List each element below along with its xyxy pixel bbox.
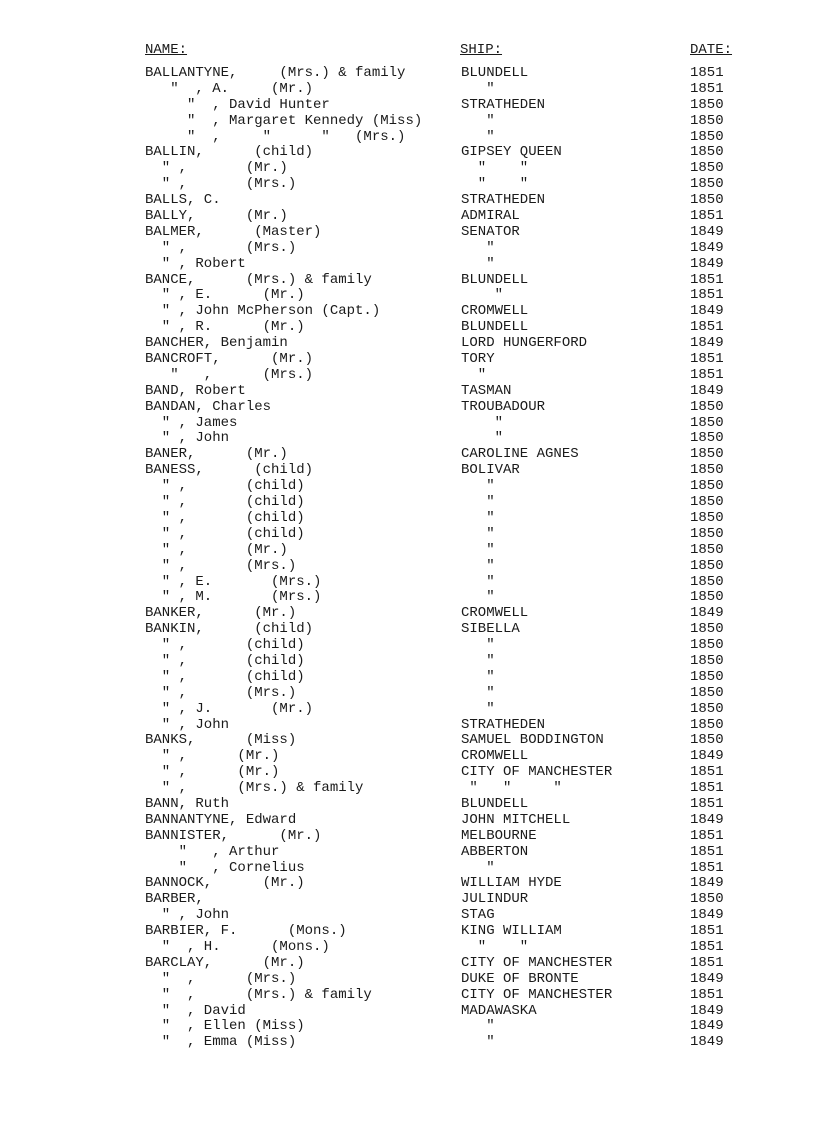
ship-name: " [461, 652, 495, 669]
table-row [0, 654, 816, 670]
table-row [0, 749, 816, 765]
ship-name: BLUNDELL [461, 795, 529, 812]
passenger-name: BALLANTYNE, (Mrs.) & family [145, 65, 406, 81]
ship-name: " [461, 478, 495, 495]
passenger-name: " , David [145, 1002, 246, 1019]
table-row [0, 368, 816, 384]
table-row [0, 718, 816, 734]
ship-name: " [461, 287, 504, 304]
table-row [0, 1019, 816, 1035]
ship-name: " [461, 494, 495, 511]
ship-name: " [461, 430, 504, 447]
passenger-name: " , Arthur [145, 843, 280, 860]
passenger-name: BALMER, (Master) [145, 223, 322, 240]
arrival-date: 1850 [690, 716, 724, 733]
table-row [0, 924, 816, 940]
arrival-date: 1849 [690, 811, 724, 828]
passenger-name: BARBER, [145, 891, 204, 908]
passenger-name: " , (Mrs.) [145, 239, 297, 256]
passenger-name: BANNISTER, (Mr.) [145, 827, 322, 844]
arrival-date: 1850 [690, 414, 724, 431]
table-row [0, 559, 816, 575]
arrival-date: 1849 [690, 875, 724, 892]
table-row [0, 400, 816, 416]
ship-name: JOHN MITCHELL [461, 811, 571, 828]
ship-name: BOLIVAR [461, 462, 520, 479]
passenger-name: " , (Mrs.) [145, 684, 297, 701]
ship-name: BLUNDELL [461, 271, 529, 288]
table-row [0, 431, 816, 447]
table-row [0, 543, 816, 559]
arrival-date: 1849 [690, 748, 724, 765]
passenger-name: " , (Mr.) [145, 748, 280, 765]
passenger-name: " , (Mrs.) & family [145, 780, 364, 797]
arrival-date: 1849 [690, 382, 724, 399]
arrival-date: 1851 [690, 80, 724, 97]
table-row [0, 861, 816, 877]
passenger-name: BANNOCK, (Mr.) [145, 875, 305, 892]
ship-name: " [461, 1018, 495, 1035]
table-row [0, 273, 816, 289]
arrival-date: 1850 [690, 589, 724, 606]
arrival-date: 1851 [690, 351, 724, 368]
arrival-date: 1851 [690, 859, 724, 876]
passenger-name: " , (child) [145, 637, 305, 654]
passenger-name: " , Emma (Miss) [145, 1034, 297, 1051]
arrival-date: 1851 [690, 208, 724, 225]
table-row [0, 797, 816, 813]
arrival-date: 1850 [690, 160, 724, 177]
passenger-name: BANKS, (Miss) [145, 732, 297, 749]
ship-name: GIPSEY QUEEN [461, 144, 562, 161]
arrival-date: 1850 [690, 176, 724, 193]
table-row [0, 733, 816, 749]
ship-name: " [461, 509, 495, 526]
column-header-ship: SHIP: [460, 42, 503, 58]
ship-name: " [461, 637, 495, 654]
arrival-date: 1849 [690, 303, 724, 320]
passenger-name: " , Ellen (Miss) [145, 1018, 305, 1035]
passenger-list [0, 66, 816, 1051]
table-row [0, 336, 816, 352]
passenger-name: BANESS, (child) [145, 462, 314, 479]
arrival-date: 1849 [690, 239, 724, 256]
passenger-name: " , E. (Mrs.) [145, 573, 322, 590]
arrival-date: 1849 [690, 1034, 724, 1051]
arrival-date: 1849 [690, 223, 724, 240]
passenger-name: " , (Mrs.) [145, 557, 297, 574]
arrival-date: 1850 [690, 509, 724, 526]
passenger-name: " , M. (Mrs.) [145, 589, 322, 606]
ship-name: " [461, 541, 495, 558]
passenger-name: " , H. (Mons.) [145, 938, 330, 955]
table-row [0, 241, 816, 257]
ship-name: TASMAN [461, 382, 512, 399]
passenger-name: " , (child) [145, 525, 305, 542]
arrival-date: 1850 [690, 96, 724, 113]
arrival-date: 1849 [690, 255, 724, 272]
table-row [0, 320, 816, 336]
ship-name: CITY OF MANCHESTER [461, 986, 613, 1003]
table-row [0, 781, 816, 797]
arrival-date: 1851 [690, 780, 724, 797]
passenger-name: " , Margaret Kennedy (Miss) [145, 112, 423, 129]
arrival-date: 1850 [690, 732, 724, 749]
passenger-name: " , John [145, 907, 230, 924]
ship-name: BLUNDELL [461, 65, 529, 81]
passenger-name: " , (Mrs.) & family [145, 986, 372, 1003]
ship-name: " [461, 557, 495, 574]
ship-name: " [461, 684, 495, 701]
ship-name: STAG [461, 907, 495, 924]
arrival-date: 1850 [690, 637, 724, 654]
table-row [0, 114, 816, 130]
table-row [0, 130, 816, 146]
ship-name: " [461, 112, 495, 129]
ship-name: KING WILLIAM [461, 923, 562, 940]
ship-name: " [461, 573, 495, 590]
ship-name: TORY [461, 351, 495, 368]
arrival-date: 1850 [690, 621, 724, 638]
ship-name: BLUNDELL [461, 319, 529, 336]
table-row [0, 606, 816, 622]
table-row [0, 940, 816, 956]
table-row [0, 702, 816, 718]
arrival-date: 1851 [690, 923, 724, 940]
passenger-name: BANKIN, (child) [145, 621, 314, 638]
table-row [0, 686, 816, 702]
arrival-date: 1850 [690, 128, 724, 145]
passenger-name: " , (child) [145, 668, 305, 685]
passenger-name: " , James [145, 414, 238, 431]
ship-name: " [461, 589, 495, 606]
ship-name: DUKE OF BRONTE [461, 970, 579, 987]
passenger-name: " , John McPherson (Capt.) [145, 303, 381, 320]
table-row [0, 66, 816, 82]
table-row [0, 177, 816, 193]
table-row [0, 304, 816, 320]
table-row [0, 145, 816, 161]
passenger-name: " , E. (Mr.) [145, 287, 305, 304]
ship-name: " [461, 668, 495, 685]
ship-name: ADMIRAL [461, 208, 520, 225]
passenger-name: " , (Mrs.) [145, 366, 314, 383]
table-row [0, 447, 816, 463]
column-header-date: DATE: [690, 42, 733, 58]
passenger-name: BANCROFT, (Mr.) [145, 351, 314, 368]
passenger-name: BAND, Robert [145, 382, 246, 399]
arrival-date: 1849 [690, 970, 724, 987]
passenger-name: BANCE, (Mrs.) & family [145, 271, 372, 288]
arrival-date: 1849 [690, 605, 724, 622]
arrival-date: 1850 [690, 557, 724, 574]
table-row [0, 463, 816, 479]
ship-name: " [461, 239, 495, 256]
table-row [0, 638, 816, 654]
arrival-date: 1850 [690, 446, 724, 463]
arrival-date: 1851 [690, 843, 724, 860]
arrival-date: 1851 [690, 986, 724, 1003]
arrival-date: 1850 [690, 668, 724, 685]
table-row [0, 813, 816, 829]
table-row [0, 590, 816, 606]
ship-name: " [461, 255, 495, 272]
table-row [0, 876, 816, 892]
ship-name: SAMUEL BODDINGTON [461, 732, 604, 749]
ship-name: CROMWELL [461, 303, 529, 320]
table-row [0, 225, 816, 241]
table-row [0, 495, 816, 511]
ship-name: STRATHEDEN [461, 96, 546, 113]
table-row [0, 972, 816, 988]
arrival-date: 1850 [690, 525, 724, 542]
ship-name: " [461, 414, 504, 431]
arrival-date: 1851 [690, 65, 724, 81]
passenger-name: " , (Mr.) [145, 764, 280, 781]
passenger-name: BALLY, (Mr.) [145, 208, 288, 225]
ship-name: LORD HUNGERFORD [461, 335, 588, 352]
passenger-name: BANKER, (Mr.) [145, 605, 297, 622]
passenger-name: " , " " (Mrs.) [145, 128, 406, 145]
table-row [0, 352, 816, 368]
ship-name: ABBERTON [461, 843, 529, 860]
ship-name: STRATHEDEN [461, 716, 546, 733]
arrival-date: 1851 [690, 938, 724, 955]
table-row [0, 98, 816, 114]
passenger-name: BANDAN, Charles [145, 398, 272, 415]
passenger-name: " , (Mrs.) [145, 176, 297, 193]
arrival-date: 1850 [690, 462, 724, 479]
table-row [0, 527, 816, 543]
passenger-name: " , John [145, 716, 230, 733]
passenger-name: " , (child) [145, 509, 305, 526]
ship-name: " " [461, 176, 529, 193]
ship-name: SENATOR [461, 223, 520, 240]
arrival-date: 1849 [690, 1002, 724, 1019]
table-row [0, 845, 816, 861]
passenger-name: BALLIN, (child) [145, 144, 314, 161]
table-row [0, 829, 816, 845]
table-row [0, 257, 816, 273]
arrival-date: 1850 [690, 430, 724, 447]
ship-name: " [461, 80, 495, 97]
ship-name: CROMWELL [461, 748, 529, 765]
passenger-name: " , (Mrs.) [145, 970, 297, 987]
arrival-date: 1850 [690, 700, 724, 717]
column-header-name: NAME: [145, 42, 188, 58]
passenger-name: " , (child) [145, 478, 305, 495]
table-row [0, 988, 816, 1004]
ship-name: CROMWELL [461, 605, 529, 622]
arrival-date: 1849 [690, 907, 724, 924]
arrival-date: 1850 [690, 541, 724, 558]
arrival-date: 1851 [690, 954, 724, 971]
passenger-name: BANNANTYNE, Edward [145, 811, 297, 828]
ship-name: CITY OF MANCHESTER [461, 764, 613, 781]
table-row [0, 209, 816, 225]
passenger-name: " , David Hunter [145, 96, 330, 113]
ship-name: STRATHEDEN [461, 192, 546, 209]
arrival-date: 1851 [690, 287, 724, 304]
arrival-date: 1849 [690, 1018, 724, 1035]
ship-name: " [461, 1034, 495, 1051]
table-row [0, 161, 816, 177]
table-row [0, 288, 816, 304]
passenger-name: " , Cornelius [145, 859, 305, 876]
arrival-date: 1850 [690, 192, 724, 209]
arrival-date: 1851 [690, 271, 724, 288]
arrival-date: 1850 [690, 112, 724, 129]
table-row [0, 575, 816, 591]
arrival-date: 1849 [690, 335, 724, 352]
passenger-name: BANCHER, Benjamin [145, 335, 288, 352]
arrival-date: 1851 [690, 319, 724, 336]
arrival-date: 1850 [690, 652, 724, 669]
arrival-date: 1850 [690, 891, 724, 908]
ship-name: WILLIAM HYDE [461, 875, 562, 892]
ship-name: " [461, 859, 495, 876]
table-row [0, 82, 816, 98]
table-row [0, 479, 816, 495]
table-row [0, 193, 816, 209]
table-row [0, 416, 816, 432]
ship-name: " [461, 128, 495, 145]
ship-name: " " [461, 160, 529, 177]
arrival-date: 1850 [690, 478, 724, 495]
passenger-name: BANN, Ruth [145, 795, 230, 812]
ship-name: " " " [461, 780, 562, 797]
passenger-name: " , John [145, 430, 230, 447]
table-row [0, 1004, 816, 1020]
ship-name: " " [461, 938, 529, 955]
table-row [0, 892, 816, 908]
table-row [0, 1035, 816, 1051]
table-row [0, 908, 816, 924]
passenger-name: " , (Mr.) [145, 541, 288, 558]
ship-name: SIBELLA [461, 621, 520, 638]
table-row [0, 622, 816, 638]
arrival-date: 1850 [690, 398, 724, 415]
table-row [0, 765, 816, 781]
ship-name: MADAWASKA [461, 1002, 537, 1019]
passenger-name: BALLS, C. [145, 192, 221, 209]
ship-name: TROUBADOUR [461, 398, 546, 415]
passenger-name: BARCLAY, (Mr.) [145, 954, 305, 971]
table-row [0, 670, 816, 686]
passenger-name: " , (child) [145, 652, 305, 669]
arrival-date: 1851 [690, 764, 724, 781]
passenger-name: " , (Mr.) [145, 160, 288, 177]
passenger-name: BANER, (Mr.) [145, 446, 288, 463]
arrival-date: 1850 [690, 144, 724, 161]
arrival-date: 1851 [690, 795, 724, 812]
passenger-name: BARBIER, F. (Mons.) [145, 923, 347, 940]
passenger-name: " , Robert [145, 255, 246, 272]
table-row [0, 956, 816, 972]
arrival-date: 1851 [690, 827, 724, 844]
passenger-name: " , A. (Mr.) [145, 80, 314, 97]
ship-name: CAROLINE AGNES [461, 446, 579, 463]
table-row [0, 384, 816, 400]
arrival-date: 1850 [690, 684, 724, 701]
arrival-date: 1851 [690, 366, 724, 383]
passenger-name: " , (child) [145, 494, 305, 511]
table-row [0, 511, 816, 527]
ship-name: JULINDUR [461, 891, 529, 908]
passenger-name: " , R. (Mr.) [145, 319, 305, 336]
ship-name: " [461, 700, 495, 717]
ship-name: " [461, 525, 495, 542]
passenger-name: " , J. (Mr.) [145, 700, 314, 717]
ship-name: " [461, 366, 487, 383]
arrival-date: 1850 [690, 573, 724, 590]
ship-name: MELBOURNE [461, 827, 537, 844]
ship-name: CITY OF MANCHESTER [461, 954, 613, 971]
arrival-date: 1850 [690, 494, 724, 511]
